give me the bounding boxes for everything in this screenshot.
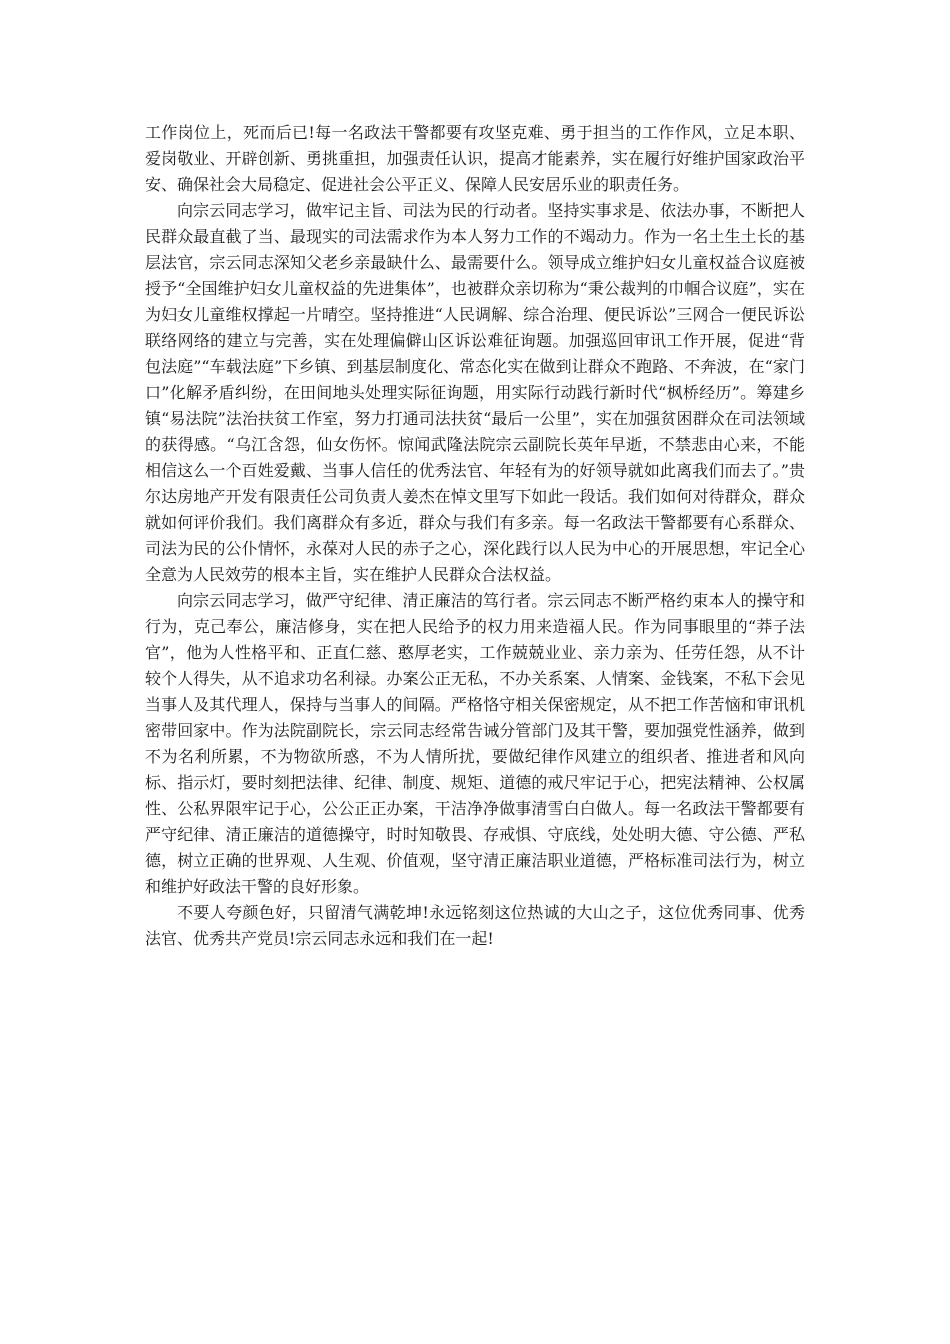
paragraph-2: 向宗云同志学习，做牢记主旨、司法为民的行动者。坚持实事求是、依法办事，不断把人民群众最直截了当、最现实的司法需求作为本人努力工作的不竭动力。作为一名土生土长的基层法官，宗云同志深知父老乡亲最缺什么、最需要什么。领导成立维护妇女儿童权益合议庭被授予“全国维护妇女儿童权益的先进集体”，也被群众亲切称为“秉公裁判的巾帼合议庭”，实在为妇女儿童维权撑起一片晴空。坚持推进“人民调解、综合治理、便民诉讼”三网合一便民诉讼联络网络的建立与完善，实在处理偏僻山区诉讼难征询题。加强巡回审讯工作开展，促进“背包法庭”“车载法庭”下乡镇、到基层制度化、常态化实在做到让群众不跑路、不奔波，在“家门口”化解矛盾纠纷，在田间地头处理实际征询题，用实际行动践行新时代“枫桥经历”。筹建乡镇“易法院”法治扶贫工作室，努力打通司法扶贫“最后一公里”，实在加强贫困群众在司法领域的获得感。“乌江含怨，仙女伤怀。惊闻武隆法院宗云副院长英年早逝，不禁悲由心来，不能相信这么一个百姓爱戴、当事人信任的优秀法官、年轻有为的好领导就如此离我们而去了。”贵尔达房地产开发有限责任公司负责人姜杰在悼文里写下如此一段话。我们如何对待群众，群众就如何评价我们。我们离群众有多近，群众与我们有多亲。每一名政法干警都要有心系群众、司法为民的公仆情怀，永葆对人民的赤子之心，深化践行以人民为中心的开展思想，牢记全心全意为人民效劳的根本主旨，实在维护人民群众合法权益。 (145, 201, 805, 584)
paragraph-1: 工作岗位上，死而后已!每一名政法干警都要有攻坚克难、勇于担当的工作作风，立足本职、爱岗敬业、开辟创新、勇挑重担，加强责任认识，提高才能素养，实在履行好维护国家政治平安、确保社会大局稳定、促进社会公平正义、保障人民安居乐业的职责任务。 (145, 123, 805, 194)
document-body (145, 120, 805, 952)
paragraph-4: 不要人夸颜色好，只留清气满乾坤!永远铭刻这位热诚的大山之子，这位优秀同事、优秀法官、优秀共产党员!宗云同志永远和我们在一起! (145, 903, 805, 948)
paragraph-3: 向宗云同志学习，做严守纪律、清正廉洁的笃行者。宗云同志不断严格约束本人的操守和行为，克己奉公，廉洁修身，实在把人民给予的权力用来造福人民。作为同事眼里的“莽子法官”，他为人性格平和、正直仁慈、憨厚老实，工作兢兢业业、亲力亲为、任劳任怨，从不计较个人得失，从不追求功名利禄。办案公正无私，不办关系案、人情案、金钱案，不私下会见当事人及其代理人，保持与当事人的间隔。严格恪守相关保密规定，从不把工作苦恼和审讯机密带回家中。作为法院副院长，宗云同志经常告诫分管部门及其干警，要加强党性涵养，做到不为名利所累，不为物欲所惑，不为人情所扰，要做纪律作风建立的组织者、推进者和风向标、指示灯，要时刻把法律、纪律、制度、规矩、道德的戒尺牢记于心，把宪法精神、公权属性、公私界限牢记于心，公公正正办案，干洁净净做事清雪白白做人。每一名政法干警都要有严守纪律、清正廉洁的道德操守，时时知敬畏、存戒惧、守底线，处处明大德、守公德、严私德，树立正确的世界观、人生观、价值观，坚守清正廉洁职业道德，严格标准司法行为，树立和维护好政法干警的良好形象。 (145, 591, 805, 896)
